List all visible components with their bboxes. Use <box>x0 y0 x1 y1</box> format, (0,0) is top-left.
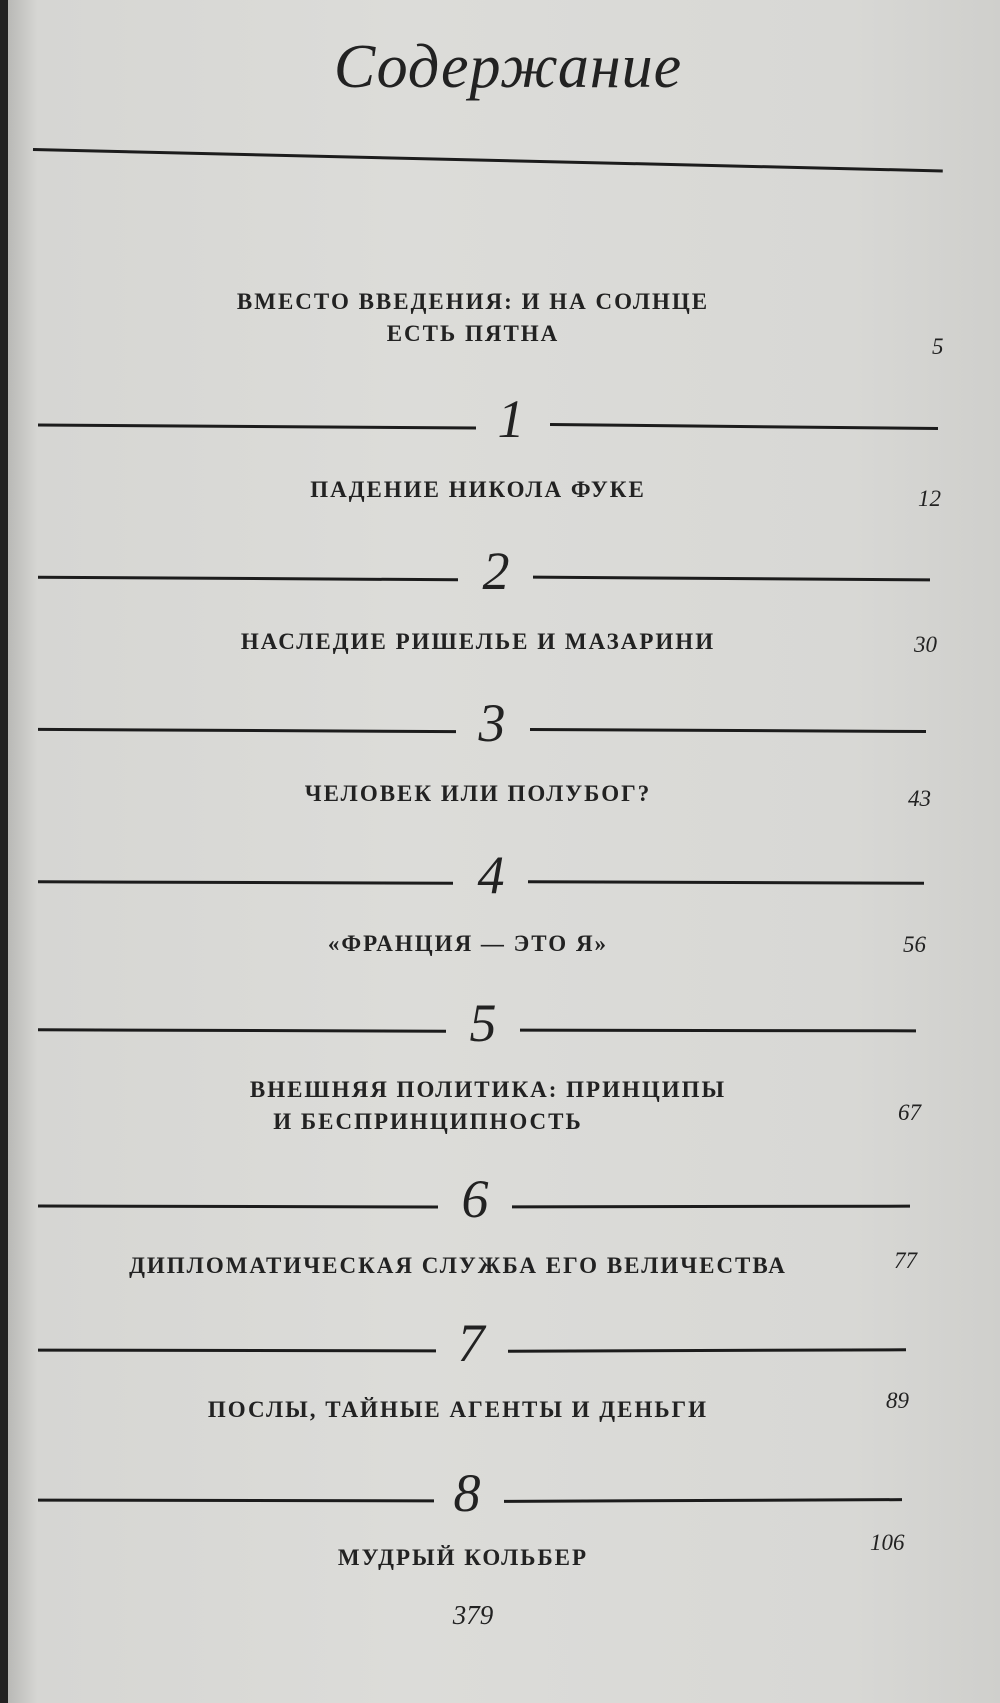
chapter-divider-1 <box>38 389 938 456</box>
book-page <box>8 0 1000 1703</box>
intro-title-line2: ЕСТЬ ПЯТНА <box>386 321 560 346</box>
chapter-5-title-line2: И БЕСПРИНЦИПНОСТЬ <box>273 1109 583 1134</box>
divider-line-left <box>38 423 476 429</box>
chapter-divider-6 <box>38 1169 938 1236</box>
intro-page-number: 5 <box>932 334 944 359</box>
chapter-number: 7 <box>457 1313 485 1373</box>
chapter-number: 2 <box>482 541 510 601</box>
divider-line-left <box>38 1349 436 1353</box>
chapter-5-title-line1: ВНЕШНЯЯ ПОЛИТИКА: ПРИНЦИПЫ <box>249 1077 727 1102</box>
divider-line-left <box>38 576 458 582</box>
chapter-number: 3 <box>478 693 506 753</box>
chapter-7-title: ПОСЛЫ, ТАЙНЫЕ АГЕНТЫ И ДЕНЬГИ <box>207 1397 709 1422</box>
page-title: Содержание <box>333 33 683 101</box>
intro-title <box>148 286 798 350</box>
chapter-divider-4 <box>38 845 938 912</box>
chapter-divider-2 <box>38 541 938 608</box>
chapter-divider-7 <box>38 1313 938 1380</box>
chapter-5-title <box>148 1074 788 1138</box>
divider-line-right <box>530 728 926 733</box>
divider-line-left <box>38 1499 434 1503</box>
divider-line-left <box>38 1204 438 1208</box>
chapter-1-title: ПАДЕНИЕ НИКОЛА ФУКЕ <box>310 477 646 502</box>
chapter-divider-3 <box>38 693 938 760</box>
chapter-6-title: ДИПЛОМАТИЧЕСКАЯ СЛУЖБА ЕГО ВЕЛИЧЕСТВА <box>129 1253 787 1278</box>
page-folio: 379 <box>452 1600 494 1630</box>
chapter-divider-5 <box>38 993 938 1060</box>
chapter-number: 6 <box>461 1169 489 1229</box>
intro-title-line1: ВМЕСТО ВВЕДЕНИЯ: И НА СОЛНЦЕ <box>236 289 710 314</box>
divider-line-right <box>508 1348 906 1352</box>
divider-line-left <box>38 728 456 733</box>
divider-line-right <box>504 1498 902 1503</box>
divider-line-right <box>520 1029 916 1033</box>
chapter-4-title: «ФРАНЦИЯ — ЭТО Я» <box>327 931 609 956</box>
divider-line-left <box>38 880 453 884</box>
chapter-number: 8 <box>453 1463 481 1523</box>
chapter-8-title: МУДРЫЙ КОЛЬБЕР <box>337 1545 589 1570</box>
chapter-1-page-number: 12 <box>918 486 941 511</box>
title-rule <box>33 148 943 172</box>
divider-line-left <box>38 1028 446 1032</box>
chapter-number: 5 <box>469 993 497 1053</box>
chapter-3-title: ЧЕЛОВЕК ИЛИ ПОЛУБОГ? <box>304 781 652 806</box>
chapter-divider-8 <box>38 1463 938 1530</box>
chapter-2-page-number: 30 <box>914 632 937 657</box>
chapter-8-page-number: 106 <box>870 1530 905 1555</box>
divider-line-right <box>550 423 938 430</box>
divider-line-right <box>533 576 930 582</box>
chapter-7-page-number: 89 <box>886 1388 909 1413</box>
chapter-2-title: НАСЛЕДИЕ РИШЕЛЬЕ И МАЗАРИНИ <box>240 629 716 654</box>
divider-line-right <box>512 1205 910 1209</box>
chapter-number: 4 <box>477 845 505 905</box>
chapter-5-page-number: 67 <box>898 1100 921 1125</box>
divider-line-right <box>528 880 924 884</box>
chapter-4-page-number: 56 <box>903 932 926 957</box>
chapter-6-page-number: 77 <box>894 1248 917 1273</box>
chapter-3-page-number: 43 <box>908 786 931 811</box>
chapter-number: 1 <box>497 389 525 449</box>
